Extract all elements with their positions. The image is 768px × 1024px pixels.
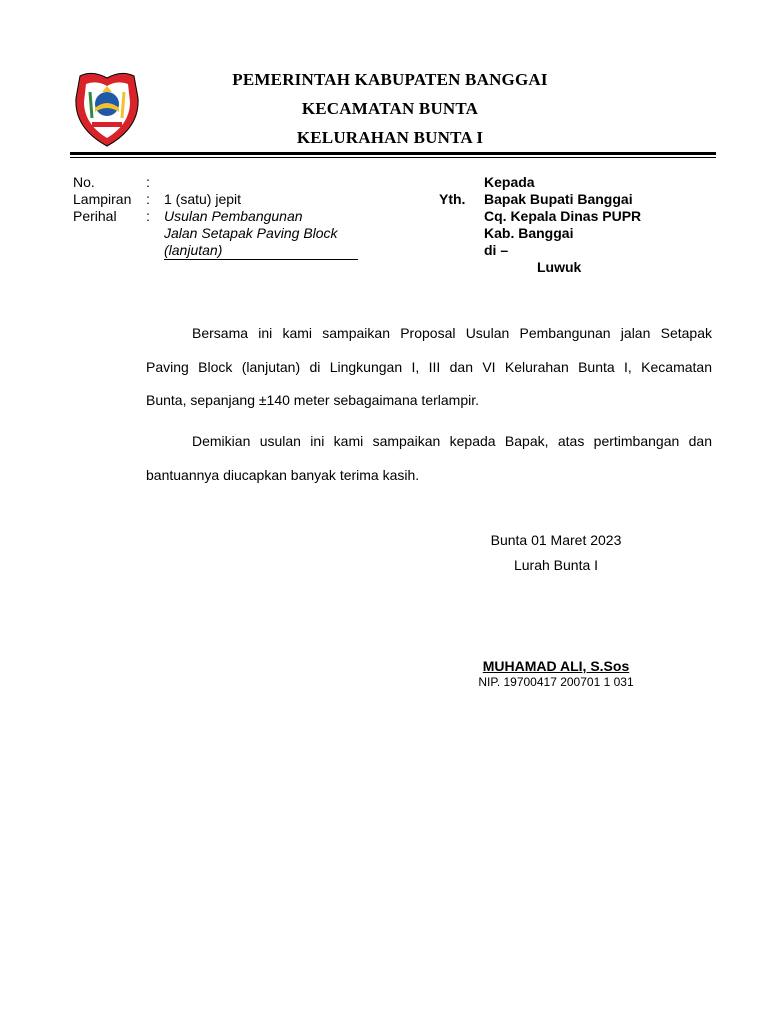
no-label: No. [73, 174, 95, 190]
signature-name: MUHAMAD ALI, S.Sos [482, 658, 630, 674]
header-kelurahan: KELURAHAN BUNTA I [296, 128, 484, 147]
addressee-line2: Cq. Kepala Dinas PUPR [484, 208, 642, 224]
lampiran-colon: : [146, 191, 150, 207]
lampiran-value: 1 (satu) jepit [164, 191, 242, 207]
body-p1-line3: Bunta, sepanjang ±140 meter sebagaimana terlampir. [146, 392, 479, 408]
body-p2-line1: Demikian usulan ini kami sampaikan kepada Bapak, atas pertimbangan dan [192, 433, 712, 449]
signature-place-date: Bunta 01 Maret 2023 [490, 532, 622, 548]
header-divider-thick [70, 152, 716, 155]
no-colon: : [146, 174, 150, 190]
header-government: PEMERINTAH KABUPATEN BANGGAI [232, 70, 548, 89]
yth-label: Yth. [439, 191, 466, 207]
header-divider-thin [70, 157, 716, 158]
body-p1-line1: Bersama ini kami sampaikan Proposal Usulan Pembangunan jalan Setapak [192, 325, 712, 341]
perihal-label: Perihal [73, 208, 117, 224]
signature-position: Lurah Bunta I [513, 557, 599, 573]
lampiran-label: Lampiran [73, 191, 132, 207]
perihal-line2: Jalan Setapak Paving Block [164, 225, 338, 241]
addressee-line3: Kab. Banggai [484, 225, 574, 241]
body-p2-line2: bantuannya diucapkan banyak terima kasih. [146, 467, 420, 483]
body-p1-line2: Paving Block (lanjutan) di Lingkungan I, III dan VI Kelurahan Bunta I, Kecamatan [146, 359, 712, 375]
addressee-line4: di – [484, 242, 509, 258]
signature-nip: NIP. 19700417 200701 1 031 [478, 675, 634, 689]
perihal-line1: Usulan Pembangunan [164, 208, 303, 224]
kepada-label: Kepada [484, 174, 535, 190]
addressee-line5: Luwuk [537, 259, 582, 275]
addressee-line1: Bapak Bupati Banggai [484, 191, 633, 207]
perihal-colon: : [146, 208, 150, 224]
perihal-line3: (lanjutan) [164, 242, 358, 260]
header-kecamatan: KECAMATAN BUNTA [301, 99, 479, 118]
kabupaten-emblem-icon [72, 68, 142, 148]
